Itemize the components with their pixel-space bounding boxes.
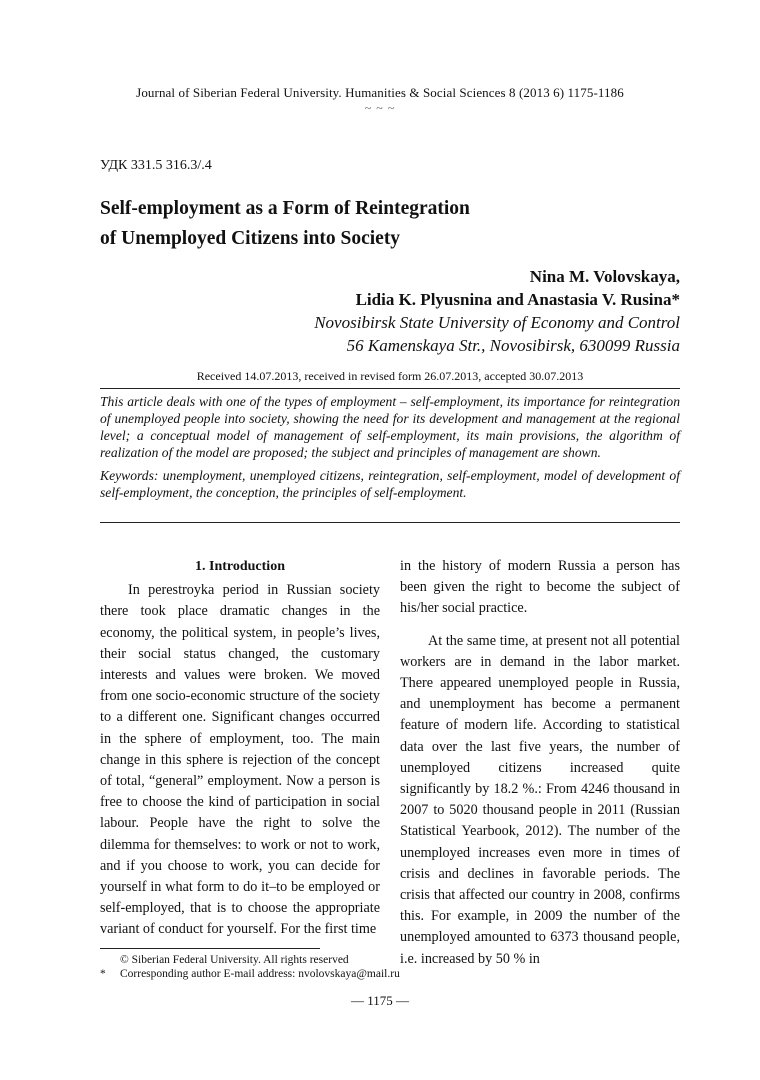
page-number: — 1175 — xyxy=(350,993,410,1008)
body-column-left xyxy=(100,556,380,941)
section-heading: 1. Introduction xyxy=(195,559,285,574)
corresponding-text: Corresponding author E-mail address: nvolovskaya@mail.ru xyxy=(120,968,400,980)
affiliation: Novosibirsk State University of Economy and Control xyxy=(314,313,680,332)
abstract-top-rule xyxy=(100,388,680,389)
title-line-2: of Unemployed Citizens into Society xyxy=(100,228,401,249)
authors-line-1: Nina M. Volovskaya, xyxy=(529,267,680,286)
footnote-corresponding xyxy=(100,967,400,981)
footnote-mark: * xyxy=(100,968,106,980)
paragraph: in the history of modern Russia a person has been given the right to become the subject of his/her social practice. xyxy=(400,558,680,617)
abstract-bottom-rule xyxy=(100,522,680,523)
abstract-block xyxy=(100,393,680,507)
journal-header: Journal of Siberian Federal University. Humanities & Social Sciences 8 (2013 6) 1175-1186 xyxy=(136,85,624,100)
paragraph: At the same time, at present not all potential workers are in demand in the labor market. There appeared unemployed people in Russia, and unemployment has become a permanent feature of modern life. According to statistical data over the last five years, the number of unemployed citizens increased quite significantly by 18.2 %.: From 4246 thousand in 2007 to 5020 thousand people in 2011 (Russian Statistical Yearbook, 2012). The number of the unemployed increases even more in times of crisis and declines in favorable periods. The crisis that affected our country in 2008, confirms this. For example, in 2009 the number of the unemployed amounted to 6373 thousand people, i.e. increased by 50 % in xyxy=(400,632,680,967)
address: 56 Kamenskaya Str., Novosibirsk, 630099 Russia xyxy=(346,336,680,355)
udk-code: УДК 331.5 316.3/.4 xyxy=(100,158,212,173)
authors-line-2: Lidia K. Plyusnina and Anastasia V. Rusina* xyxy=(355,290,680,309)
abstract-text: This article deals with one of the types of employment – self-employment, its importance for reintegration of unemployed people into society, showing the need for its development and management at the regional level; a conceptual model of management of self-employment, its main provisions, the algorithm of realization of the model are proposed; the subject and principles of management are shown. xyxy=(100,394,680,460)
article-title xyxy=(100,194,660,254)
paragraph: In perestroyka period in Russian society there took place dramatic changes in the economy, the political system, in people’s lives, their social status changed, the customary interests and values were broken. We moved from one socio-economic structure of the society to a different one. Significant changes occurred in the sphere of employment, too. The main change in this sphere is rejection of the concept of total, “general” employment. Now a person is free to choose the kind of participation in social labour. People have the right to solve the dilemma for themselves: to work or not to work, and if you choose to work, you can decide for yourself in what form to do it–to be employed or self-employed, that is to choose the appropriate variant of conduct for yourself. For the first time xyxy=(100,582,380,938)
author-block xyxy=(314,265,680,357)
footnote-copyright xyxy=(100,953,349,967)
received-dates: Received 14.07.2013, received in revised form 26.07.2013, accepted 30.07.2013 xyxy=(196,369,584,383)
body-column-right xyxy=(400,556,680,970)
keywords-text: Keywords: unemployment, unemployed citizens, reintegration, self-employment, model of development of self-employment, the conception, the principles of self-employment. xyxy=(100,468,680,500)
footnote-rule xyxy=(100,948,320,949)
copyright-text: © Siberian Federal University. All rights reserved xyxy=(120,954,349,966)
title-line-1: Self-employment as a Form of Reintegration xyxy=(100,198,470,219)
header-ornament: ~ ~ ~ xyxy=(364,101,396,115)
